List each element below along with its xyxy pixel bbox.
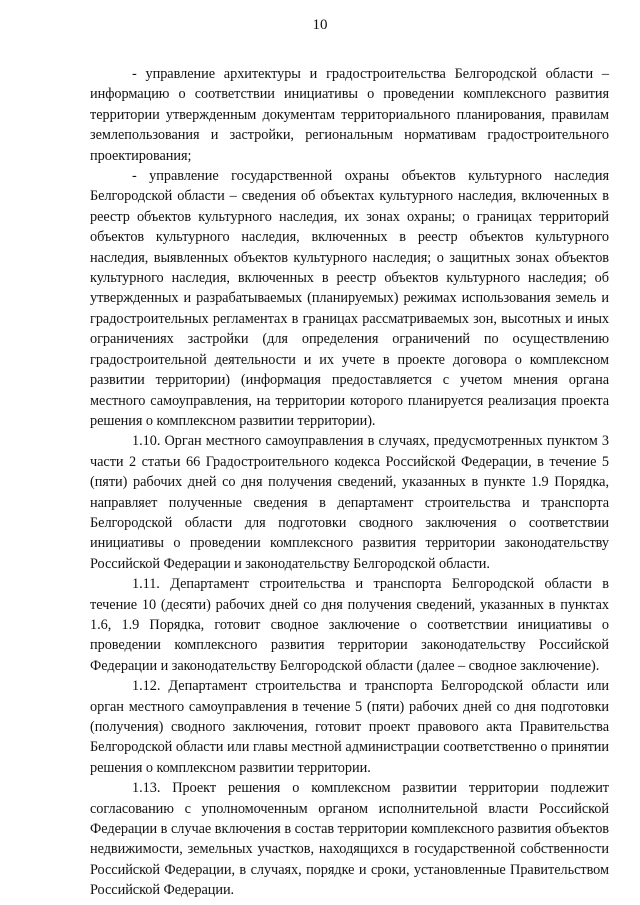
document-body xyxy=(90,64,609,901)
paragraph-architecture-department: - управление архитектуры и градостроительства Белгородской области – информацию о соответствии инициативы о проведении комплексного развития территории утвержденным документам территориального планирования, правилам землепользования и застройки, региональным нормативам градостроительного проектирования; xyxy=(90,66,609,164)
page-number: 10 xyxy=(312,17,328,33)
paragraph-1-10: 1.10. Орган местного самоуправления в случаях, предусмотренных пунктом 3 части 2 статьи 66 Градостроительного кодекса Российской Федерации, в течение 5 (пяти) рабочих дней со дня получения сведений, указанных в пункте 1.9 Порядка, направляет полученные сведения в департамент строительства и транспорта Белгородской области для подготовки сводного заключения о соответствии инициативы о проведении комплексного развития территории законодательству Российской Федерации и законодательству Белгородской области. xyxy=(90,433,609,572)
paragraph-1-12: 1.12. Департамент строительства и транспорта Белгородской области или орган местного самоуправления в течение 5 (пяти) рабочих дней со дня подготовки (получения) сводного заключения, готовит проект правового акта Правительства Белгородской области или главы местной администрации соответственно о принятии решения о комплексном развитии территории. xyxy=(90,678,609,776)
paragraph-1-13: 1.13. Проект решения о комплексном развитии территории подлежит согласованию с уполномоченным органом исполнительной власти Российской Федерации в случае включения в состав территории комплексного развития объектов недвижимости, земельных участков, находящихся в государственной собственности Российской Федерации, в случаях, порядке и сроки, установленные Правительством Российской Федерации. xyxy=(90,780,609,899)
paragraph-1-11: 1.11. Департамент строительства и транспорта Белгородской области в течение 10 (десяти) рабочих дней со дня получения сведений, указанных в пунктах 1.6, 1.9 Порядка, готовит сводное заключение о соответствии инициативы о проведении комплексного развития территории законодательству Российской Федерации и законодательству Белгородской области (далее – сводное заключение). xyxy=(90,576,609,674)
paragraph-cultural-heritage-department: - управление государственной охраны объектов культурного наследия Белгородской области – сведения об объектах культурного наследия, включенных в реестр объектов культурного наследия, их зонах охраны; о границах территорий объектов культурного наследия, включенных в реестр объектов культурного наследия, выявленных объектов культурного наследия; о защитных зонах объектов культурного наследия, включенных в реестр объектов культурного наследия; об утвержденных и разрабатываемых (планируемых) режимах использования земель и градостроительных регламентах в границах рассматриваемых зон, высотных и иных ограничениях застройки (для определения ограничений по осуществлению градостроительной деятельности и их учете в проекте договора о комплексном развитии территории) (информация предоставляется с учетом мнения органа местного самоуправления, на территории которого планируется реализация проекта решения о комплексном развитии территории). xyxy=(90,168,609,429)
